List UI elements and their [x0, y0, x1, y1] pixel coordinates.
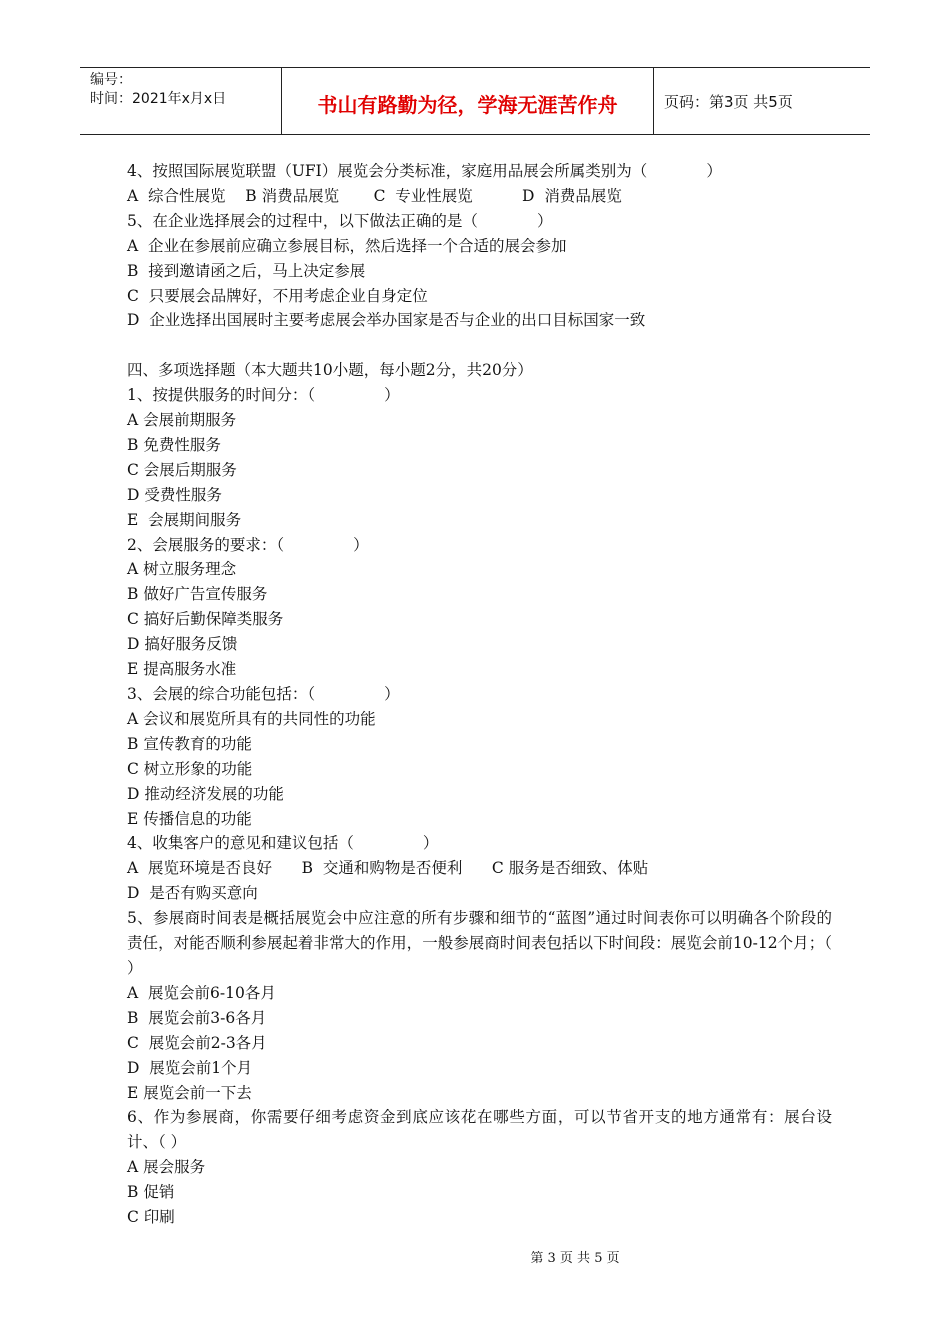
option-line: D 搞好服务反馈 [127, 635, 238, 654]
option-line: C 只要展会品牌好，不用考虑企业自身定位 [127, 286, 428, 305]
option-line: E 提高服务水准 [127, 660, 237, 679]
question-line: 2、会展服务的要求：（ ） [127, 535, 369, 554]
option-line: A 综合性展览 B 消费品展览 C 专业性展览 D 消费品展览 [127, 186, 622, 205]
option-line: C 印刷 [127, 1208, 175, 1227]
serial-label: 编号： [90, 72, 132, 88]
option-line: D 展览会前1个月 [127, 1058, 253, 1077]
question-paragraph: 5、参展商时间表是概括展览会中应注意的所有步骤和细节的“蓝图”通过时间表你可以明确各个阶段的责任，对能否顺利参展起着非常大的作用，一般参展商时间表包括以下时间段：展览会前10-12个月；（ ） [127, 909, 832, 977]
date-label: 时间：2021年x月x日 [90, 91, 227, 107]
option-line: A 展览环境是否良好 B 交通和购物是否便利 C 服务是否细致、体贴 [127, 859, 649, 878]
page-footer: 第 3 页 共 5 页 [530, 1251, 620, 1266]
option-line: B 宣传教育的功能 [127, 734, 252, 753]
option-line: E 传播信息的功能 [127, 809, 252, 828]
question-line: 4、按照国际展览联盟（UFI）展览会分类标准，家庭用品展会所属类别为（ ） [127, 162, 722, 180]
option-line: D 企业选择出国展时主要考虑展会举办国家是否与企业的出口目标国家一致 [127, 311, 646, 330]
question-line: 5、在企业选择展会的过程中，以下做法正确的是（ ） [127, 211, 553, 230]
question-line: 3、会展的综合功能包括：（ ） [127, 685, 400, 704]
question-line: 4、收集客户的意见和建议包括（ ） [127, 834, 439, 853]
motto: 书山有路勤为径，学海无涯苦作舟 [282, 68, 654, 134]
option-line: B 接到邀请函之后，马上决定参展 [127, 261, 366, 280]
blank-line [127, 333, 832, 358]
option-line: B 展览会前3-6各月 [127, 1008, 267, 1027]
page-info: 页码：第3页 共5页 [664, 92, 793, 111]
question-paragraph: 6、作为参展商，你需要仔细考虑资金到底应该花在哪些方面，可以节省开支的地方通常有：展台设计、（ ） [127, 1108, 832, 1152]
option-line: A 企业在参展前应确立参展目标，然后选择一个合适的展会参加 [127, 236, 567, 255]
option-line: A 会展前期服务 [127, 411, 237, 430]
section-heading: 四、多项选择题（本大题共10小题，每小题2分，共20分） [127, 361, 533, 380]
option-line: A 会议和展览所具有的共同性的功能 [127, 709, 376, 728]
header-table [80, 67, 870, 135]
option-line: A 展览会前6-10各月 [127, 983, 276, 1002]
option-line: E 展览会前一下去 [127, 1083, 252, 1102]
option-line: B 促销 [127, 1183, 175, 1202]
option-line: A 树立服务理念 [127, 560, 237, 579]
header-meta-cell [80, 68, 282, 134]
option-line: D 推动经济发展的功能 [127, 784, 284, 803]
option-line: B 做好广告宣传服务 [127, 585, 268, 604]
option-line: A 展会服务 [127, 1158, 206, 1177]
option-line: D 是否有购买意向 [127, 884, 258, 903]
option-line: C 搞好后勤保障类服务 [127, 610, 284, 629]
option-line: C 展览会前2-3各月 [127, 1033, 267, 1052]
document-body [127, 159, 832, 1230]
option-line: E 会展期间服务 [127, 510, 242, 529]
option-line: B 免费性服务 [127, 435, 221, 454]
option-line: C 树立形象的功能 [127, 759, 253, 778]
question-line: 1、按提供服务的时间分：（ ） [127, 386, 400, 405]
option-line: C 会展后期服务 [127, 460, 237, 479]
option-line: D 受费性服务 [127, 485, 222, 504]
